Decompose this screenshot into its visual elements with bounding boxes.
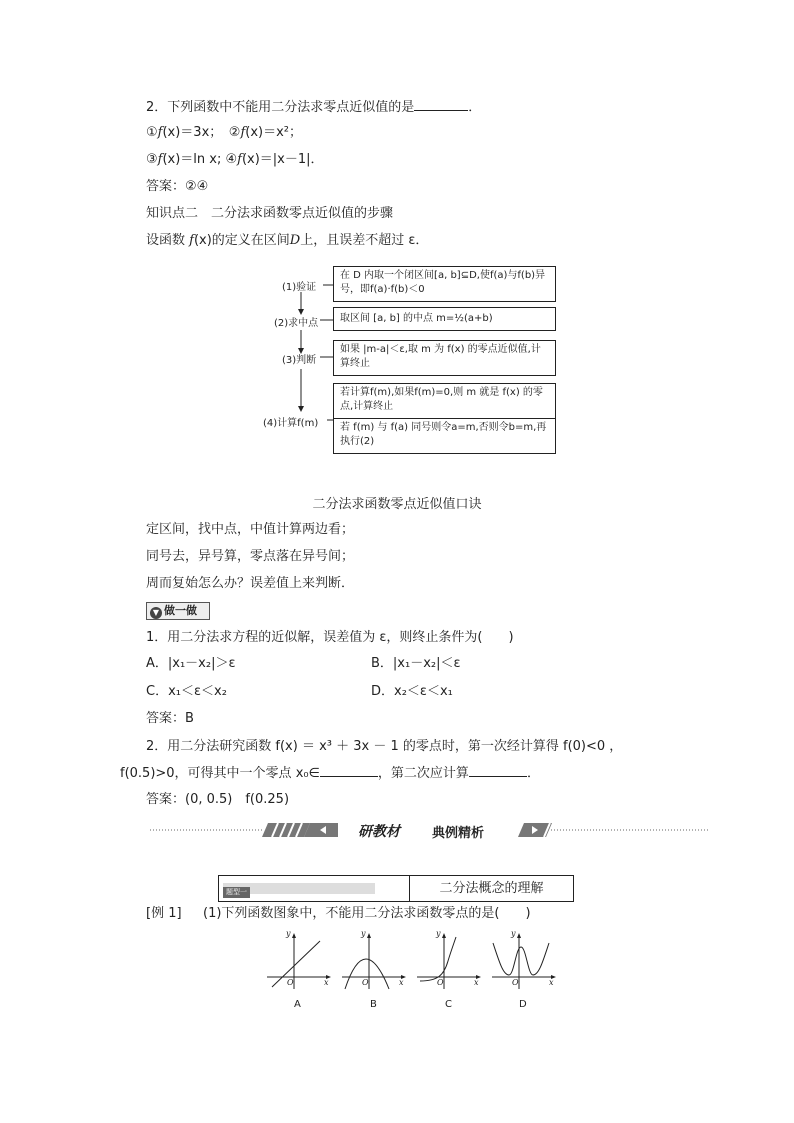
banner-subtitle: 典例精析 [432,826,485,841]
graph-d [489,931,559,1011]
graph-d-y: y [511,929,516,938]
practice-q1: 1．用二分法求方程的近似解，误差值为 ε，则终止条件为( ) [146,630,514,645]
practice-q2-line2: f(0.5)>0，可得其中一个零点 x₀∈ ，第二次应计算 ． [120,766,540,781]
graph-b-label: B [370,999,377,1010]
step1-box: 在 D 内取一个闭区间[a, b]⊆D,使f(a)与f(b)异号，即f(a)·f(b)＜0 [333,266,556,302]
q2-stem: 2．下列函数中不能用二分法求零点近似值的是 ． [146,100,482,115]
graph-b-x: x [399,978,404,987]
graph-b [339,931,409,1011]
q2-options-2: ③f(x)＝ln x; ④f(x)＝|x－1|． [146,152,324,167]
category-title: 二分法概念的理解 [439,881,544,896]
mnemonic-line-2: 同号去，异号算，零点落在异号间； [146,549,355,564]
section-banner [150,818,710,842]
option-a: A．|x₁－x₂|＞ε [146,656,236,671]
interval-blank[interactable] [320,764,378,777]
step4-box-a: 若计算f(m),如果f(m)=0,则 m 就是 f(x) 的零点,计算终止 [333,383,556,419]
step3-label: (3)判断 [282,355,317,366]
graph-a-y: y [286,929,291,938]
step1-label: (1)验证 [282,282,317,293]
step2-label: (2)求中点 [274,318,319,329]
practice-q2-line1: 2．用二分法研究函数 f(x) ＝ x³ ＋ 3x － 1 的零点时，第一次经计算得 f(0)<0 ， [146,739,623,754]
compute-blank[interactable] [469,764,527,777]
practice-badge: ▼ 做一做 [146,602,210,620]
mnemonic-line-3: 周而复始怎么办？误差值上来判断． [146,576,355,591]
q2-options-1: ①f(x)＝3x； ②f(x)＝x²； [146,125,302,140]
kp2-heading: 知识点二 二分法求函数零点近似值的步骤 [146,206,394,221]
graph-c-o: O [437,978,444,987]
category-box [218,875,574,902]
graph-c-label: C [445,999,452,1010]
step4-label: (4)计算f(m) [263,418,319,429]
kp2-intro: 设函数 f(x)的定义在区间D上，且误差不超过 ε． [146,233,429,248]
banner-decoration [150,818,710,842]
graph-a-x: x [324,978,329,987]
practice-a1: 答案：B [146,711,194,726]
q2-answer: 答案：②④ [146,179,209,194]
step3-box: 如果 |m-a|＜ε,取 m 为 f(x) 的零点近似值,计算终止 [333,340,556,376]
category-tag: 题型一 [223,887,250,898]
graph-a-label: A [294,999,301,1010]
mnemonic-line-1: 定区间，找中点，中值计算两边看； [146,522,355,537]
example-text: (1)下列函数图象中，不能用二分法求函数零点的是( ) [203,906,531,921]
graph-b-o: O [362,978,369,987]
option-b: B．|x₁－x₂|＜ε [371,656,461,671]
graph-d-x: x [549,978,554,987]
banner-title: 研教材 [358,824,400,840]
graph-b-y: y [361,929,366,938]
step2-box: 取区间 [a, b] 的中点 m=½(a+b) [333,307,556,331]
graph-a-o: O [287,978,294,987]
practice-a2: 答案：(0, 0.5) f(0.25) [146,792,290,807]
example-label: [例 1] [146,906,182,921]
graph-c [414,931,484,1011]
graph-a [264,931,334,1011]
graph-c-y: y [436,929,441,938]
option-d: D．x₂＜ε＜x₁ [371,684,453,699]
category-tag-bar [223,883,375,894]
chevron-down-icon: ▼ [150,607,162,619]
mnemonic-title: 二分法求函数零点近似值口诀 [312,497,482,512]
graph-d-label: D [519,999,527,1010]
option-c: C．x₁＜ε＜x₂ [146,684,227,699]
graph-c-x: x [474,978,479,987]
graph-d-o: O [512,978,519,987]
step4-box-b: 若 f(m) 与 f(a) 同号则令a=m,否则令b=m,再执行(2) [333,418,556,454]
